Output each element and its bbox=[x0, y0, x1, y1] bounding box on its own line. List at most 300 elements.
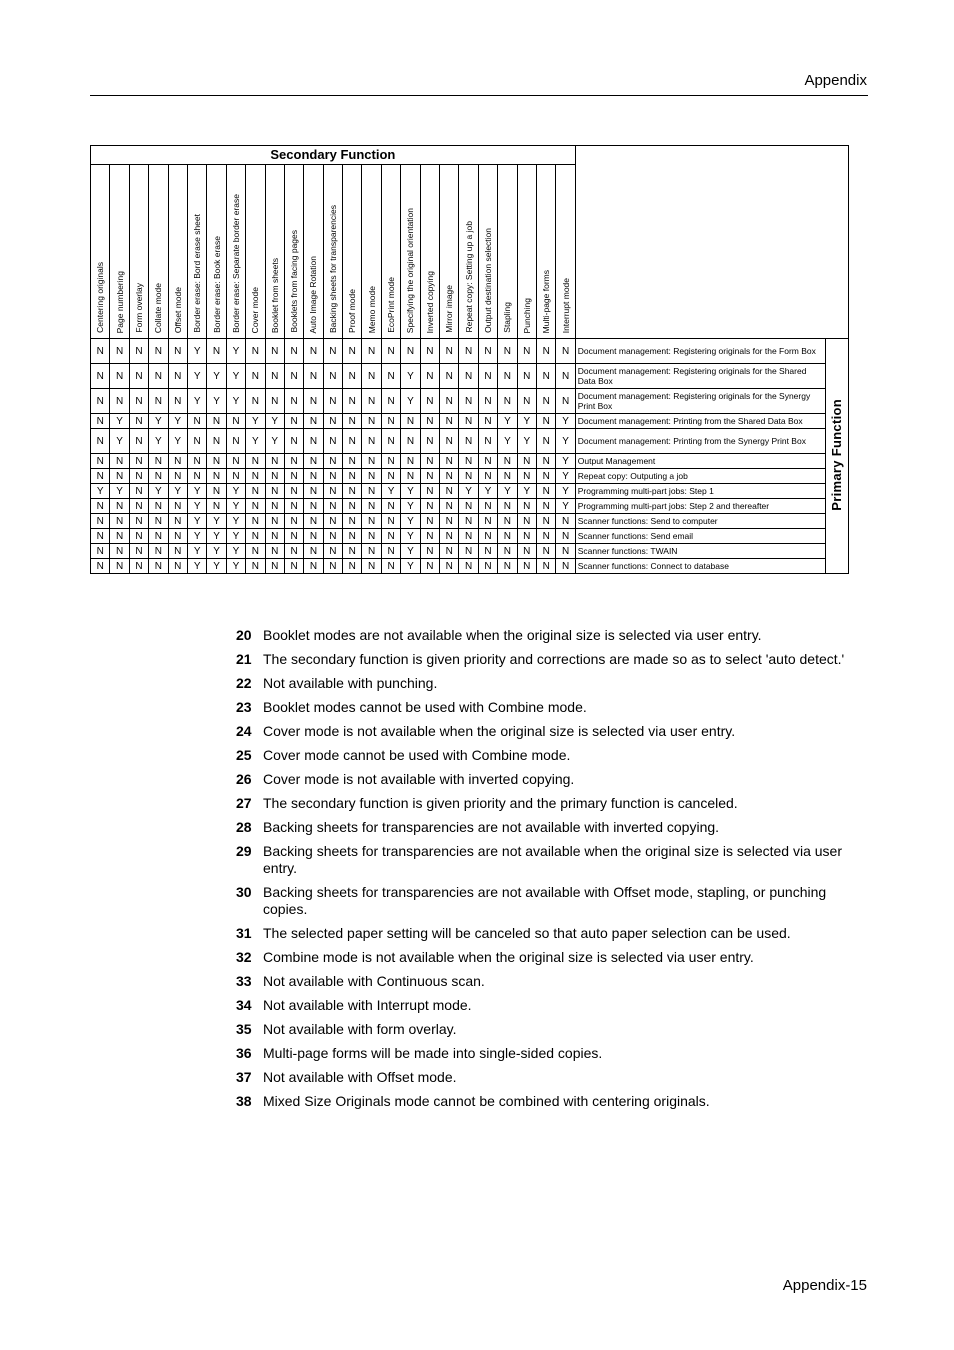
primary-function-label: Programming multi-part jobs: Step 2 and thereafter bbox=[575, 499, 825, 514]
compatibility-cell: N bbox=[536, 429, 555, 454]
compatibility-cell: N bbox=[323, 514, 342, 529]
column-header bbox=[284, 165, 303, 339]
column-header bbox=[91, 165, 110, 339]
compatibility-cell: N bbox=[517, 389, 536, 414]
compatibility-cell: N bbox=[362, 469, 381, 484]
compatibility-cell: N bbox=[343, 559, 362, 574]
compatibility-cell: N bbox=[556, 514, 575, 529]
compatibility-cell: N bbox=[556, 364, 575, 389]
compatibility-cell: N bbox=[536, 414, 555, 429]
compatibility-cell: N bbox=[246, 544, 265, 559]
compatibility-cell: N bbox=[323, 529, 342, 544]
compatibility-cell: N bbox=[323, 339, 342, 364]
footnote-text: Not available with punching. bbox=[263, 675, 438, 691]
compatibility-cell: N bbox=[129, 429, 148, 454]
compatibility-cell: Y bbox=[149, 429, 168, 454]
compatibility-cell: N bbox=[91, 544, 110, 559]
compatibility-cell: N bbox=[110, 469, 129, 484]
compatibility-cell: N bbox=[207, 484, 226, 499]
compatibility-cell: N bbox=[362, 484, 381, 499]
compatibility-cell: N bbox=[440, 484, 459, 499]
column-header-label: Stapling bbox=[502, 302, 513, 333]
compatibility-cell: N bbox=[556, 529, 575, 544]
compatibility-cell: N bbox=[536, 339, 555, 364]
compatibility-cell: N bbox=[517, 364, 536, 389]
footnote-number: 21 bbox=[236, 651, 252, 667]
compatibility-cell: N bbox=[517, 514, 536, 529]
column-header bbox=[517, 165, 536, 339]
compatibility-cell: N bbox=[420, 429, 439, 454]
compatibility-cell: Y bbox=[207, 559, 226, 574]
footnote-number: 30 bbox=[236, 884, 252, 900]
primary-function-title: Primary Function bbox=[829, 398, 845, 511]
compatibility-cell: Y bbox=[149, 414, 168, 429]
compatibility-cell: N bbox=[149, 529, 168, 544]
column-header-label: Output destination selection bbox=[483, 228, 493, 333]
compatibility-cell: N bbox=[129, 469, 148, 484]
compatibility-cell: N bbox=[478, 514, 497, 529]
compatibility-cell: N bbox=[129, 514, 148, 529]
compatibility-cell: N bbox=[265, 514, 284, 529]
compatibility-cell: N bbox=[226, 429, 245, 454]
footnote-item bbox=[236, 699, 866, 716]
compatibility-cell: N bbox=[323, 414, 342, 429]
compatibility-cell: N bbox=[149, 544, 168, 559]
column-header bbox=[459, 165, 478, 339]
primary-function-label: Document management: Printing from the Synergy Print Box bbox=[575, 429, 825, 454]
column-header bbox=[246, 165, 265, 339]
footnote-text: Backing sheets for transparencies are not available with inverted copying. bbox=[263, 819, 720, 835]
compatibility-cell: Y bbox=[556, 414, 575, 429]
compatibility-cell: N bbox=[440, 514, 459, 529]
column-header bbox=[110, 165, 129, 339]
compatibility-cell: N bbox=[420, 454, 439, 469]
table-row bbox=[91, 429, 849, 454]
primary-function-label: Repeat copy: Outputing a job bbox=[575, 469, 825, 484]
compatibility-cell: N bbox=[536, 514, 555, 529]
compatibility-cell: N bbox=[187, 469, 206, 484]
compatibility-cell: N bbox=[459, 454, 478, 469]
compatibility-cell: Y bbox=[265, 414, 284, 429]
primary-function-label: Output Management bbox=[575, 454, 825, 469]
column-header bbox=[440, 165, 459, 339]
compatibility-cell: N bbox=[168, 364, 187, 389]
footnote-item bbox=[236, 819, 866, 836]
compatibility-cell: N bbox=[536, 559, 555, 574]
compatibility-cell: N bbox=[246, 559, 265, 574]
compatibility-cell: Y bbox=[517, 414, 536, 429]
column-header-label: Punching bbox=[521, 297, 532, 333]
compatibility-cell: N bbox=[459, 529, 478, 544]
column-header bbox=[420, 165, 439, 339]
compatibility-cell: Y bbox=[226, 559, 245, 574]
compatibility-cell: N bbox=[304, 514, 323, 529]
compatibility-cell: N bbox=[149, 364, 168, 389]
footnote-number: 23 bbox=[236, 699, 252, 715]
compatibility-cell: Y bbox=[207, 389, 226, 414]
compatibility-cell: N bbox=[343, 364, 362, 389]
compatibility-cell: N bbox=[536, 389, 555, 414]
compatibility-cell: N bbox=[304, 414, 323, 429]
compatibility-cell: N bbox=[246, 339, 265, 364]
compatibility-cell: N bbox=[343, 499, 362, 514]
column-header-label: Page numbering bbox=[114, 270, 125, 333]
compatibility-cell: N bbox=[246, 529, 265, 544]
compatibility-cell: N bbox=[226, 454, 245, 469]
compatibility-cell: N bbox=[265, 544, 284, 559]
compatibility-cell: Y bbox=[187, 514, 206, 529]
compatibility-cell: N bbox=[381, 364, 400, 389]
compatibility-cell: Y bbox=[207, 514, 226, 529]
footnote-number: 38 bbox=[236, 1093, 252, 1109]
compatibility-cell: N bbox=[343, 544, 362, 559]
compatibility-cell: N bbox=[284, 514, 303, 529]
compatibility-cell: N bbox=[246, 389, 265, 414]
table-row bbox=[91, 529, 849, 544]
compatibility-cell: Y bbox=[207, 529, 226, 544]
column-header bbox=[149, 165, 168, 339]
compatibility-cell: N bbox=[420, 544, 439, 559]
table-row bbox=[91, 454, 849, 469]
compatibility-cell: N bbox=[478, 414, 497, 429]
compatibility-cell: Y bbox=[265, 429, 284, 454]
compatibility-cell: N bbox=[459, 469, 478, 484]
compatibility-cell: Y bbox=[168, 484, 187, 499]
primary-function-label: Scanner functions: Send email bbox=[575, 529, 825, 544]
compatibility-cell: Y bbox=[556, 499, 575, 514]
compatibility-cell: N bbox=[459, 389, 478, 414]
compatibility-cell: N bbox=[381, 499, 400, 514]
compatibility-cell: N bbox=[265, 469, 284, 484]
compatibility-cell: N bbox=[284, 414, 303, 429]
compatibility-cell: N bbox=[284, 484, 303, 499]
compatibility-cell: N bbox=[149, 499, 168, 514]
compatibility-cell: Y bbox=[110, 484, 129, 499]
compatibility-cell: N bbox=[110, 364, 129, 389]
compatibility-cell: N bbox=[440, 529, 459, 544]
primary-function-label: Document management: Registering originals for the Synergy Print Box bbox=[575, 389, 825, 414]
compatibility-cell: N bbox=[401, 414, 420, 429]
column-header-label: Interrupt mode bbox=[560, 277, 571, 333]
compatibility-cell: N bbox=[246, 514, 265, 529]
compatibility-cell: N bbox=[149, 559, 168, 574]
footnote-text: Not available with Continuous scan. bbox=[263, 973, 485, 989]
column-header-label: Inverted copying bbox=[424, 270, 435, 333]
compatibility-cell: N bbox=[478, 454, 497, 469]
compatibility-cell: N bbox=[187, 429, 206, 454]
footnote-number: 31 bbox=[236, 925, 252, 941]
compatibility-cell: N bbox=[284, 454, 303, 469]
compatibility-cell: N bbox=[284, 559, 303, 574]
compatibility-cell: N bbox=[556, 544, 575, 559]
compatibility-cell: N bbox=[362, 454, 381, 469]
compatibility-cell: N bbox=[498, 559, 517, 574]
compatibility-cell: Y bbox=[478, 484, 497, 499]
compatibility-cell: N bbox=[536, 499, 555, 514]
compatibility-cell: N bbox=[478, 499, 497, 514]
compatibility-cell: N bbox=[478, 529, 497, 544]
compatibility-cell: N bbox=[381, 389, 400, 414]
compatibility-cell: N bbox=[556, 559, 575, 574]
column-header-label: Border erase: Book erase bbox=[211, 236, 222, 333]
compatibility-cell: N bbox=[110, 529, 129, 544]
compatibility-cell: N bbox=[265, 499, 284, 514]
footnote-item bbox=[236, 1069, 866, 1086]
compatibility-cell: N bbox=[420, 499, 439, 514]
primary-function-label: Document management: Registering originals for the Shared Data Box bbox=[575, 364, 825, 389]
compatibility-cell: Y bbox=[110, 414, 129, 429]
compatibility-cell: N bbox=[284, 469, 303, 484]
compatibility-cell: N bbox=[129, 364, 148, 389]
compatibility-cell: N bbox=[110, 514, 129, 529]
column-header-label: Multi-page forms bbox=[541, 269, 552, 333]
footnote-text: Multi-page forms will be made into single-sided copies. bbox=[263, 1045, 603, 1061]
column-header bbox=[129, 165, 148, 339]
compatibility-cell: N bbox=[129, 544, 148, 559]
compatibility-cell: N bbox=[149, 339, 168, 364]
column-header bbox=[187, 165, 206, 339]
compatibility-cell: N bbox=[149, 454, 168, 469]
compatibility-cell: Y bbox=[226, 529, 245, 544]
compatibility-cell: N bbox=[440, 544, 459, 559]
compatibility-cell: N bbox=[478, 364, 497, 389]
column-header bbox=[168, 165, 187, 339]
compatibility-cell: N bbox=[91, 364, 110, 389]
compatibility-cell: N bbox=[110, 389, 129, 414]
primary-function-label: Document management: Printing from the Shared Data Box bbox=[575, 414, 825, 429]
compatibility-cell: N bbox=[110, 559, 129, 574]
compatibility-cell: N bbox=[420, 364, 439, 389]
compatibility-cell: N bbox=[420, 339, 439, 364]
compatibility-cell: N bbox=[91, 499, 110, 514]
footnotes-list bbox=[236, 627, 866, 1117]
compatibility-cell: N bbox=[459, 514, 478, 529]
footnote-number: 34 bbox=[236, 997, 252, 1013]
compatibility-cell: N bbox=[420, 559, 439, 574]
compatibility-cell: N bbox=[498, 544, 517, 559]
column-header-label: Centering originals bbox=[95, 262, 106, 333]
column-header-label: Proof mode bbox=[347, 289, 358, 333]
compatibility-cell: Y bbox=[168, 414, 187, 429]
table-row bbox=[91, 514, 849, 529]
page-header-title: Appendix bbox=[804, 72, 867, 89]
compatibility-cell: N bbox=[343, 389, 362, 414]
footnote-item bbox=[236, 627, 866, 644]
compatibility-cell: N bbox=[284, 429, 303, 454]
column-header-label: Cover mode bbox=[250, 286, 261, 333]
footnote-number: 29 bbox=[236, 843, 252, 859]
compatibility-cell: N bbox=[517, 544, 536, 559]
compatibility-cell: Y bbox=[498, 484, 517, 499]
compatibility-cell: N bbox=[284, 364, 303, 389]
column-header bbox=[323, 165, 342, 339]
compatibility-cell: N bbox=[401, 339, 420, 364]
compatibility-cell: N bbox=[556, 389, 575, 414]
compatibility-cell: N bbox=[343, 514, 362, 529]
footnote-item bbox=[236, 884, 866, 918]
compatibility-cell: N bbox=[478, 559, 497, 574]
compatibility-cell: N bbox=[129, 529, 148, 544]
compatibility-cell: N bbox=[265, 529, 284, 544]
compatibility-cell: N bbox=[498, 469, 517, 484]
column-header-label: Specifying the original orientation bbox=[405, 207, 416, 333]
compatibility-cell: N bbox=[226, 469, 245, 484]
footnote-number: 35 bbox=[236, 1021, 252, 1037]
compatibility-cell: N bbox=[246, 454, 265, 469]
compatibility-cell: N bbox=[129, 559, 148, 574]
compatibility-cell: N bbox=[304, 389, 323, 414]
footnote-item bbox=[236, 997, 866, 1014]
footnote-text: Mixed Size Originals mode cannot be combined with centering originals. bbox=[263, 1093, 710, 1109]
compatibility-cell: N bbox=[478, 544, 497, 559]
compatibility-cell: N bbox=[343, 339, 362, 364]
column-header bbox=[498, 165, 517, 339]
compatibility-cell: N bbox=[420, 514, 439, 529]
footnote-number: 25 bbox=[236, 747, 252, 763]
footnote-item bbox=[236, 925, 866, 942]
footnote-text: Booklet modes cannot be used with Combine mode. bbox=[263, 699, 587, 715]
compatibility-cell: N bbox=[284, 499, 303, 514]
footnote-number: 28 bbox=[236, 819, 252, 835]
compatibility-cell: N bbox=[343, 454, 362, 469]
footnote-text: Cover mode cannot be used with Combine mode. bbox=[263, 747, 571, 763]
compatibility-cell: N bbox=[168, 514, 187, 529]
column-header bbox=[536, 165, 555, 339]
compatibility-cell: N bbox=[478, 339, 497, 364]
compatibility-cell: N bbox=[498, 389, 517, 414]
column-header-label: Collate mode bbox=[153, 282, 164, 333]
compatibility-cell: Y bbox=[246, 429, 265, 454]
column-header bbox=[362, 165, 381, 339]
compatibility-cell: N bbox=[440, 499, 459, 514]
column-header-label: Auto Image Rotation bbox=[308, 255, 319, 333]
compatibility-cell: N bbox=[129, 484, 148, 499]
column-header bbox=[556, 165, 575, 339]
column-header bbox=[381, 165, 400, 339]
compatibility-cell: N bbox=[498, 529, 517, 544]
compatibility-cell: Y bbox=[91, 484, 110, 499]
compatibility-cell: Y bbox=[226, 364, 245, 389]
compatibility-cell: Y bbox=[187, 529, 206, 544]
compatibility-cell: N bbox=[207, 469, 226, 484]
compatibility-cell: N bbox=[265, 454, 284, 469]
compatibility-cell: N bbox=[187, 414, 206, 429]
compatibility-cell: N bbox=[168, 454, 187, 469]
column-header-label: Backing sheets for transparencies bbox=[327, 204, 338, 333]
compatibility-cell: N bbox=[459, 364, 478, 389]
compatibility-cell: N bbox=[498, 364, 517, 389]
column-header-label: EcoPrint mode bbox=[386, 277, 397, 333]
compatibility-cell: N bbox=[362, 544, 381, 559]
compatibility-cell: N bbox=[265, 484, 284, 499]
compatibility-cell: N bbox=[149, 389, 168, 414]
column-header bbox=[226, 165, 245, 339]
compatibility-cell: Y bbox=[401, 364, 420, 389]
compatibility-cell: N bbox=[362, 339, 381, 364]
compatibility-cell: N bbox=[440, 559, 459, 574]
compatibility-cell: N bbox=[420, 469, 439, 484]
footnote-item bbox=[236, 771, 866, 788]
footnote-text: Not available with Interrupt mode. bbox=[263, 997, 472, 1013]
compatibility-cell: Y bbox=[226, 484, 245, 499]
table-row bbox=[91, 499, 849, 514]
compatibility-cell: N bbox=[168, 544, 187, 559]
footnote-number: 20 bbox=[236, 627, 252, 643]
compatibility-cell: N bbox=[149, 514, 168, 529]
compatibility-cell: N bbox=[323, 559, 342, 574]
compatibility-cell: N bbox=[284, 544, 303, 559]
compatibility-cell: N bbox=[246, 499, 265, 514]
footnote-number: 32 bbox=[236, 949, 252, 965]
table-corner-cell bbox=[575, 146, 848, 339]
compatibility-cell: N bbox=[323, 484, 342, 499]
page-number: Appendix-15 bbox=[782, 1277, 867, 1294]
compatibility-cell: Y bbox=[187, 484, 206, 499]
compatibility-cell: N bbox=[284, 529, 303, 544]
column-header bbox=[207, 165, 226, 339]
compatibility-cell: N bbox=[304, 499, 323, 514]
compatibility-cell: N bbox=[440, 389, 459, 414]
secondary-function-title: Secondary Function bbox=[91, 146, 576, 165]
compatibility-cell: N bbox=[536, 454, 555, 469]
compatibility-cell: N bbox=[343, 414, 362, 429]
column-header-label: Repeat copy: Setting up a job bbox=[463, 221, 474, 333]
column-header bbox=[265, 165, 284, 339]
column-header bbox=[401, 165, 420, 339]
compatibility-cell: Y bbox=[207, 364, 226, 389]
column-header-label: Booklet from sheets bbox=[269, 257, 280, 333]
compatibility-cell: N bbox=[110, 544, 129, 559]
compatibility-cell: Y bbox=[556, 484, 575, 499]
compatibility-cell: N bbox=[536, 544, 555, 559]
footnote-text: Cover mode is not available with inverted copying. bbox=[263, 771, 575, 787]
footnote-text: The secondary function is given priority and corrections are made so as to select 'auto detect.' bbox=[263, 651, 845, 667]
footnote-number: 24 bbox=[236, 723, 252, 739]
compatibility-cell: N bbox=[304, 529, 323, 544]
compatibility-cell: N bbox=[91, 429, 110, 454]
compatibility-cell: Y bbox=[401, 514, 420, 529]
compatibility-cell: Y bbox=[556, 454, 575, 469]
compatibility-cell: Y bbox=[187, 339, 206, 364]
footnote-number: 37 bbox=[236, 1069, 252, 1085]
footnote-item bbox=[236, 843, 866, 877]
compatibility-cell: N bbox=[168, 559, 187, 574]
compatibility-cell: N bbox=[207, 429, 226, 454]
compatibility-cell: N bbox=[91, 414, 110, 429]
primary-function-label: Scanner functions: TWAIN bbox=[575, 544, 825, 559]
compatibility-cell: N bbox=[362, 529, 381, 544]
compatibility-cell: Y bbox=[246, 414, 265, 429]
compatibility-cell: N bbox=[129, 339, 148, 364]
compatibility-cell: Y bbox=[556, 469, 575, 484]
compatibility-cell: N bbox=[478, 469, 497, 484]
compatibility-cell: N bbox=[401, 469, 420, 484]
primary-function-label: Scanner functions: Connect to database bbox=[575, 559, 825, 574]
footnote-number: 36 bbox=[236, 1045, 252, 1061]
compatibility-cell: N bbox=[284, 339, 303, 364]
compatibility-cell: N bbox=[265, 389, 284, 414]
header-divider bbox=[90, 95, 868, 96]
compatibility-cell: Y bbox=[226, 339, 245, 364]
footnote-number: 26 bbox=[236, 771, 252, 787]
footnote-text: The secondary function is given priority and the primary function is canceled. bbox=[263, 795, 738, 811]
compatibility-cell: N bbox=[304, 469, 323, 484]
column-header bbox=[304, 165, 323, 339]
compatibility-cell: N bbox=[498, 454, 517, 469]
compatibility-cell: N bbox=[440, 364, 459, 389]
footnote-text: The selected paper setting will be canceled so that auto paper selection can be used. bbox=[263, 925, 791, 941]
compatibility-cell: N bbox=[459, 499, 478, 514]
